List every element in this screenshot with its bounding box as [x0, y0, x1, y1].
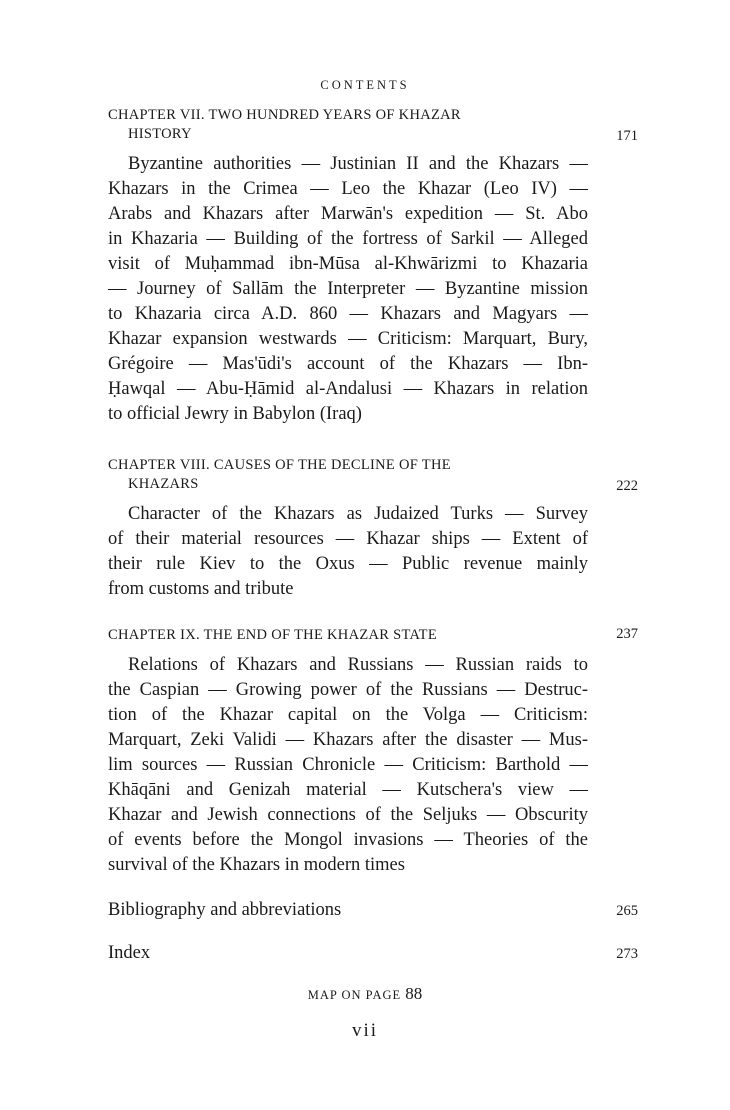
summary-line: Ḥawqal — Abu-Ḥāmid al-Andalusi — Khazars in relation [108, 379, 588, 399]
summary-line: Byzantine authorities — Justinian II and the Khazars — [128, 154, 588, 174]
summary-line: to Khazaria circa A.D. 860 — Khazars and Magyars — [108, 304, 588, 324]
summary-line: visit of Muḥammad ibn-Mūsa al-Khwārizmi to Khazaria [108, 254, 588, 274]
chapter-summary [108, 653, 588, 878]
summary-line: the Caspian — Growing power of the Russians — Destruc- [108, 680, 588, 700]
chapter-title [108, 626, 548, 645]
summary-line: Khazars in the Crimea — Leo the Khazar (Leo IV) — [108, 179, 588, 199]
chapter-title-line: HISTORY [128, 126, 192, 142]
chapter-title-line: KHAZARS [128, 476, 199, 492]
chapter-page-number: 222 [616, 478, 638, 494]
chapter-title-line: CHAPTER IX. THE END OF THE KHAZAR STATE [108, 627, 438, 643]
map-note [0, 984, 730, 1004]
map-note-label: MAP ON PAGE [307, 988, 402, 1002]
chapter-ix-entry [108, 626, 638, 878]
summary-line: in Khazaria — Building of the fortress of Sarkil — Alleged [108, 229, 588, 249]
summary-line: from customs and tribute [108, 579, 294, 599]
summary-line: of events before the Mongol invasions — Theories of the [108, 830, 588, 850]
entry-label: Bibliography and abbreviations [108, 900, 342, 920]
chapter-title [108, 106, 548, 144]
page-folio: vii [351, 1020, 379, 1041]
chapter-title-line: CHAPTER VIII. CAUSES OF THE DECLINE OF THE [108, 457, 451, 473]
summary-line: Grégoire — Mas'ūdi's account of the Khazars — Ibn- [108, 354, 588, 374]
chapter-page-number: 237 [616, 626, 638, 642]
summary-line: Khazar expansion westwards — Criticism: Marquart, Bury, [108, 329, 588, 349]
entry-label: Index [108, 943, 151, 963]
summary-line: Marquart, Zeki Validi — Khazars after the disaster — Mus- [108, 730, 588, 750]
chapter-summary [108, 152, 588, 427]
summary-line: Relations of Khazars and Russians — Russian raids to [128, 655, 588, 675]
summary-line: to official Jewry in Babylon (Iraq) [108, 404, 362, 424]
summary-line: Khāqāni and Genizah material — Kutschera's view — [108, 780, 588, 800]
entry-page-number: 273 [616, 946, 638, 962]
chapter-viii-entry [108, 456, 638, 602]
chapter-title-line: CHAPTER VII. TWO HUNDRED YEARS OF KHAZAR [108, 107, 461, 123]
summary-line: Khazar and Jewish connections of the Seljuks — Obscurity [108, 805, 588, 825]
chapter-summary [108, 502, 588, 602]
summary-line: Character of the Khazars as Judaized Turks — Survey [128, 504, 588, 524]
summary-line: their rule Kiev to the Oxus — Public revenue mainly [108, 554, 588, 574]
entry-page-number: 265 [616, 903, 638, 919]
summary-line: lim sources — Russian Chronicle — Criticism: Barthold — [108, 755, 588, 775]
chapter-title [108, 456, 548, 494]
summary-line: tion of the Khazar capital on the Volga — Criticism: [108, 705, 588, 725]
bibliography-entry [108, 900, 638, 921]
chapter-vii-entry [108, 106, 638, 427]
running-head: CONTENTS [320, 78, 410, 92]
summary-line: of their material resources — Khazar ships — Extent of [108, 529, 588, 549]
summary-line: Arabs and Khazars after Marwān's expedition — St. Abo [108, 204, 588, 224]
summary-line: — Journey of Sallām the Interpreter — Byzantine mission [108, 279, 588, 299]
map-note-page: 88 [405, 984, 423, 1003]
summary-line: survival of the Khazars in modern times [108, 855, 405, 875]
chapter-page-number: 171 [616, 128, 638, 144]
index-entry [108, 943, 638, 964]
